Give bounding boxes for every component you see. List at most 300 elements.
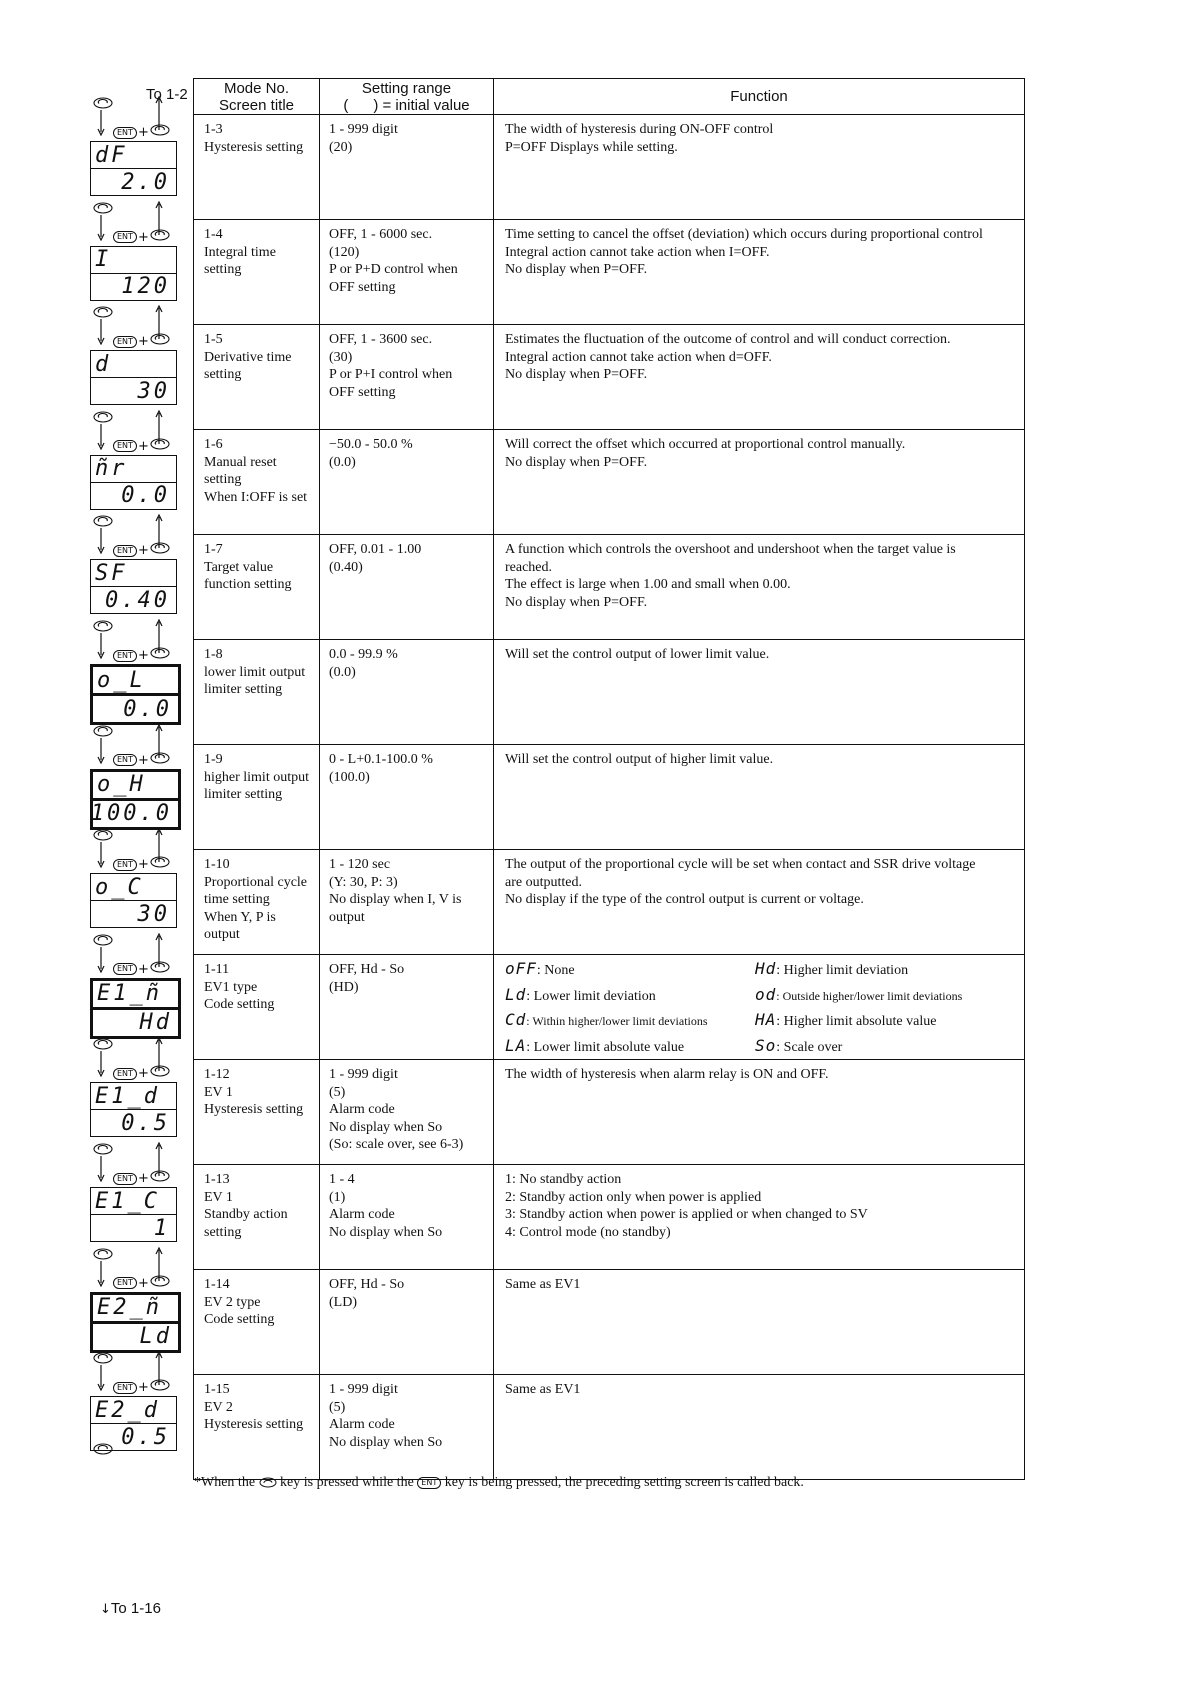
cycle-key-icon bbox=[150, 1171, 170, 1185]
range-cell bbox=[320, 535, 494, 640]
table-header-row bbox=[194, 79, 1025, 115]
ev-type-item bbox=[505, 1037, 755, 1057]
function-cell bbox=[494, 955, 1025, 1060]
lcd-display bbox=[90, 1292, 181, 1353]
lcd-parameter-value: 0.0 bbox=[121, 483, 170, 509]
ev-type-item bbox=[755, 1037, 1018, 1057]
range-cell-line: (5) bbox=[329, 1399, 346, 1415]
cycle-key-icon bbox=[150, 1276, 170, 1290]
lcd-parameter-value: 100.0 bbox=[90, 801, 172, 827]
range-cell-line: (100.0) bbox=[329, 769, 370, 785]
ent-plus-cycle-combo bbox=[113, 1065, 170, 1081]
ent-key-icon: ENT bbox=[113, 127, 137, 139]
plus-sign: + bbox=[137, 334, 149, 350]
down-arrow-icon bbox=[97, 528, 105, 554]
function-cell-line: Estimates the fluctuation of the outcome of control and will conduct correction. bbox=[505, 332, 951, 347]
function-cell bbox=[494, 1375, 1025, 1480]
plus-sign: + bbox=[137, 229, 149, 245]
ent-plus-cycle-combo bbox=[113, 229, 170, 245]
ent-key-icon: ENT bbox=[113, 859, 137, 871]
down-arrow-icon bbox=[97, 424, 105, 450]
lcd-display bbox=[90, 246, 177, 301]
range-cell-line: (120) bbox=[329, 244, 360, 260]
mode-cell-line: 1-4 bbox=[204, 227, 223, 242]
range-cell-line: No display when So bbox=[329, 1119, 443, 1135]
ev-type-description: : Outside higher/lower limit deviations bbox=[776, 988, 963, 1003]
cycle-key-icon bbox=[259, 1477, 277, 1488]
function-cell bbox=[494, 220, 1025, 325]
mode-cell-line: 1-6 bbox=[204, 437, 223, 452]
plus-sign: + bbox=[137, 543, 149, 559]
mode-cell-line: 1-13 bbox=[204, 1172, 230, 1187]
lcd-parameter-code: E1_C bbox=[91, 1188, 176, 1215]
cycle-key-icon bbox=[93, 96, 113, 108]
cycle-key-icon bbox=[93, 1442, 113, 1454]
range-cell-line: (0.40) bbox=[329, 559, 363, 575]
range-cell-line: (30) bbox=[329, 349, 353, 365]
function-cell-line: Same as EV1 bbox=[505, 1277, 581, 1292]
range-cell bbox=[320, 640, 494, 745]
cycle-key-icon bbox=[93, 201, 113, 213]
plus-sign: + bbox=[137, 752, 149, 768]
function-cell bbox=[494, 1060, 1025, 1165]
ev-type-item bbox=[755, 1011, 1018, 1031]
range-cell bbox=[320, 220, 494, 325]
ev-type-item bbox=[505, 986, 755, 1006]
range-cell-line: 1 - 4 bbox=[329, 1172, 355, 1187]
ent-key-icon: ENT bbox=[113, 1382, 137, 1394]
cycle-key-icon bbox=[150, 543, 170, 557]
function-cell-line: No display when P=OFF. bbox=[505, 367, 648, 382]
ev-type-code: Ld bbox=[505, 984, 527, 1004]
lcd-parameter-value: 0.5 bbox=[121, 1424, 170, 1450]
table-row bbox=[194, 325, 1025, 430]
footnote-part1: *When the bbox=[194, 1475, 256, 1490]
range-cell-line: (So: scale over, see 6-3) bbox=[329, 1137, 464, 1152]
to-next-label bbox=[100, 1600, 161, 1617]
display-step bbox=[84, 1142, 190, 1254]
mode-cell-line: Manual reset bbox=[204, 454, 277, 470]
mode-cell-line: 1-8 bbox=[204, 647, 223, 662]
table-row bbox=[194, 1165, 1025, 1270]
ent-plus-cycle-combo bbox=[113, 1170, 170, 1186]
header-function bbox=[494, 79, 1025, 115]
ev-type-description: : Lower limit deviation bbox=[526, 988, 656, 1004]
function-cell-line: No display when P=OFF. bbox=[505, 454, 648, 470]
function-cell-line: The output of the proportional cycle will be set when contact and SSR drive voltage bbox=[505, 857, 976, 872]
mode-cell bbox=[194, 535, 320, 640]
mode-cell-line: Derivative time bbox=[204, 349, 292, 365]
cycle-key-icon bbox=[150, 1066, 170, 1080]
function-cell-line: A function which controls the overshoot and undershoot when the target value is bbox=[505, 542, 956, 557]
mode-cell bbox=[194, 745, 320, 850]
mode-cell-line: setting bbox=[204, 472, 242, 487]
lcd-parameter-value: 0.40 bbox=[105, 587, 170, 613]
cycle-key-icon bbox=[93, 619, 113, 631]
mode-cell-line: setting bbox=[204, 1224, 242, 1240]
cycle-key-icon bbox=[150, 857, 170, 871]
lcd-parameter-code: o_C bbox=[91, 874, 176, 901]
lcd-parameter-code: E2_ñ bbox=[93, 1295, 178, 1324]
range-cell bbox=[320, 1165, 494, 1270]
ev-type-description: : Higher limit absolute value bbox=[776, 1014, 937, 1029]
mode-cell bbox=[194, 1165, 320, 1270]
table-row bbox=[194, 1270, 1025, 1375]
mode-cell bbox=[194, 325, 320, 430]
mode-cell-line: setting bbox=[204, 262, 242, 277]
lcd-parameter-value: 2.0 bbox=[121, 169, 170, 195]
mode-cell-line: lower limit output bbox=[204, 664, 306, 680]
lcd-parameter-code: I bbox=[91, 247, 176, 274]
function-cell-line: No display when P=OFF. bbox=[505, 594, 648, 610]
ent-plus-cycle-combo bbox=[113, 542, 170, 558]
table-row bbox=[194, 115, 1025, 220]
display-step bbox=[84, 1247, 190, 1359]
range-cell-line: (1) bbox=[329, 1189, 346, 1205]
range-cell bbox=[320, 955, 494, 1060]
lcd-parameter-code: ñr bbox=[91, 456, 176, 483]
lcd-parameter-value: Hd bbox=[139, 1010, 172, 1036]
lcd-parameter-value: 0.0 bbox=[123, 696, 172, 722]
ev-type-item bbox=[755, 986, 1018, 1006]
mode-cell-line: When I:OFF is set bbox=[204, 489, 308, 505]
table-row bbox=[194, 535, 1025, 640]
function-cell-line: 4: Control mode (no standby) bbox=[505, 1224, 671, 1240]
function-cell-line: reached. bbox=[505, 559, 553, 575]
range-cell-line: (5) bbox=[329, 1084, 346, 1100]
plus-sign: + bbox=[137, 125, 149, 140]
down-arrow-icon bbox=[97, 842, 105, 868]
range-cell-line: OFF, 0.01 - 1.00 bbox=[329, 542, 422, 557]
ev-type-code: So bbox=[755, 1035, 777, 1055]
table-row bbox=[194, 955, 1025, 1060]
ent-key-icon: ENT bbox=[113, 336, 137, 348]
display-step bbox=[84, 933, 190, 1045]
ev-type-code: Hd bbox=[755, 959, 777, 978]
function-cell-line: Time setting to cancel the offset (deviation) which occurs during proportional control bbox=[505, 227, 983, 242]
mode-cell bbox=[194, 1375, 320, 1480]
function-cell bbox=[494, 430, 1025, 535]
range-cell bbox=[320, 430, 494, 535]
ent-plus-cycle-combo bbox=[113, 647, 170, 663]
mode-cell bbox=[194, 1270, 320, 1375]
function-cell-line: Same as EV1 bbox=[505, 1382, 581, 1397]
mode-cell-line: output bbox=[204, 927, 240, 942]
mode-cell-line: 1-11 bbox=[204, 962, 230, 977]
mode-cell-line: When Y, P is bbox=[204, 909, 276, 925]
mode-cell bbox=[194, 850, 320, 955]
display-step bbox=[84, 305, 190, 417]
navigation-column bbox=[84, 80, 190, 1640]
range-cell-line: No display when So bbox=[329, 1224, 443, 1240]
mode-cell bbox=[194, 430, 320, 535]
plus-sign: + bbox=[137, 857, 149, 873]
cycle-key-icon bbox=[93, 410, 113, 422]
display-step bbox=[84, 201, 190, 313]
ev-type-code: Cd bbox=[505, 1010, 527, 1029]
lcd-display bbox=[90, 664, 181, 725]
ent-plus-cycle-combo bbox=[113, 856, 170, 872]
range-cell-line: 0 - L+0.1-100.0 % bbox=[329, 752, 433, 767]
ev-type-code: LA bbox=[505, 1035, 527, 1055]
footnote bbox=[194, 1475, 804, 1491]
lcd-parameter-code: dF bbox=[91, 142, 176, 169]
mode-cell-line: Code setting bbox=[204, 997, 275, 1012]
ent-plus-cycle-combo bbox=[113, 333, 170, 349]
lcd-parameter-code: o_L bbox=[93, 667, 178, 696]
cycle-key-icon bbox=[93, 1037, 113, 1049]
plus-sign: + bbox=[137, 1066, 149, 1082]
ent-key-icon: ENT bbox=[113, 440, 137, 452]
cycle-key-icon bbox=[150, 230, 170, 244]
range-cell-line: OFF, Hd - So bbox=[329, 1277, 405, 1292]
down-arrow-icon bbox=[97, 215, 105, 241]
mode-cell bbox=[194, 220, 320, 325]
function-cell bbox=[494, 1270, 1025, 1375]
mode-cell-line: EV 2 bbox=[204, 1399, 233, 1415]
cycle-key-icon bbox=[93, 1142, 113, 1154]
down-arrow-icon bbox=[97, 947, 105, 973]
lcd-display bbox=[90, 350, 177, 405]
header-mode bbox=[194, 79, 320, 115]
display-step bbox=[84, 96, 190, 208]
down-arrow-icon bbox=[97, 1156, 105, 1182]
function-cell-line: The width of hysteresis during ON-OFF control bbox=[505, 122, 774, 137]
function-cell-line: Integral action cannot take action when I=OFF. bbox=[505, 244, 770, 260]
ev-type-description: : None bbox=[536, 963, 575, 978]
lcd-parameter-code: E2_d bbox=[91, 1397, 176, 1424]
mode-cell-line: 1-5 bbox=[204, 332, 223, 347]
ev-type-code: od bbox=[755, 984, 777, 1004]
range-cell bbox=[320, 1060, 494, 1165]
cycle-key-icon bbox=[150, 648, 170, 662]
ev-type-description: : Higher limit deviation bbox=[776, 963, 909, 978]
cycle-key-icon bbox=[150, 962, 170, 976]
function-cell-line: 1: No standby action bbox=[505, 1172, 622, 1187]
mode-cell-line: Proportional cycle bbox=[204, 874, 308, 890]
lcd-display bbox=[90, 873, 177, 928]
mode-cell bbox=[194, 1060, 320, 1165]
table-row bbox=[194, 430, 1025, 535]
range-cell bbox=[320, 115, 494, 220]
mode-cell-line: EV 1 bbox=[204, 1084, 233, 1100]
ent-key-icon: ENT bbox=[113, 754, 137, 766]
lcd-parameter-value: 0.5 bbox=[121, 1110, 170, 1136]
mode-cell-line: Hysteresis setting bbox=[204, 1102, 304, 1117]
cycle-key-icon bbox=[93, 933, 113, 945]
range-cell-line: P or P+I control when bbox=[329, 367, 453, 382]
lcd-display bbox=[90, 455, 177, 510]
cycle-key-icon bbox=[150, 125, 170, 139]
range-cell-line: OFF setting bbox=[329, 384, 396, 400]
display-step bbox=[84, 1037, 190, 1149]
header-range-line1: Setting range bbox=[361, 79, 452, 97]
lcd-parameter-value: 120 bbox=[121, 274, 170, 300]
mode-cell bbox=[194, 640, 320, 745]
cycle-key-icon bbox=[150, 753, 170, 767]
ent-plus-cycle-combo bbox=[113, 438, 170, 454]
ent-key-icon: ENT bbox=[417, 1477, 441, 1489]
down-arrow-icon bbox=[97, 633, 105, 659]
range-cell-line: Alarm code bbox=[329, 1417, 395, 1432]
lcd-parameter-code: E1_d bbox=[91, 1083, 176, 1110]
display-step bbox=[84, 619, 190, 731]
table-row bbox=[194, 745, 1025, 850]
down-arrow-icon: ↓ bbox=[100, 1602, 111, 1617]
range-cell-line: No display when I, V is bbox=[329, 892, 462, 907]
ev-type-list bbox=[505, 960, 1018, 1056]
function-cell bbox=[494, 1165, 1025, 1270]
range-cell-line: (HD) bbox=[329, 979, 359, 995]
parameter-table bbox=[193, 78, 1025, 1480]
display-step bbox=[84, 724, 190, 836]
function-cell-line: Will set the control output of lower limit value. bbox=[505, 647, 770, 662]
range-cell-line: output bbox=[329, 909, 365, 925]
table-row bbox=[194, 1060, 1025, 1165]
mode-cell-line: Code setting bbox=[204, 1312, 275, 1327]
ent-plus-cycle-combo bbox=[113, 1275, 170, 1291]
mode-cell-line: Standby action bbox=[204, 1207, 288, 1222]
function-cell-line: P=OFF Displays while setting. bbox=[505, 139, 678, 155]
range-cell bbox=[320, 1375, 494, 1480]
footnote-part3: key is being pressed, the preceding setting screen is called back. bbox=[444, 1475, 804, 1490]
down-arrow-icon bbox=[97, 110, 105, 136]
cycle-key-icon bbox=[93, 828, 113, 840]
mode-cell-line: time setting bbox=[204, 892, 270, 907]
range-cell-line: (LD) bbox=[329, 1294, 357, 1310]
header-range-line2: ( ) = initial value bbox=[343, 96, 470, 114]
ent-plus-cycle-combo bbox=[113, 1379, 170, 1395]
mode-cell-line: limiter setting bbox=[204, 682, 283, 697]
display-step bbox=[84, 514, 190, 626]
ent-key-icon: ENT bbox=[113, 650, 137, 662]
plus-sign: + bbox=[137, 1275, 149, 1291]
ent-key-icon: ENT bbox=[113, 1277, 137, 1289]
lcd-display bbox=[90, 559, 177, 614]
mode-cell-line: 1-10 bbox=[204, 857, 230, 872]
function-cell-line: 3: Standby action when power is applied or when changed to SV bbox=[505, 1207, 868, 1222]
lcd-parameter-code: E1_ñ bbox=[93, 981, 178, 1010]
mode-cell-line: EV 1 bbox=[204, 1189, 233, 1205]
ev-type-code: HA bbox=[755, 1010, 777, 1029]
ent-key-icon: ENT bbox=[113, 545, 137, 557]
mode-cell-line: 1-15 bbox=[204, 1382, 230, 1397]
function-cell-line: are outputted. bbox=[505, 874, 582, 890]
range-cell-line: (0.0) bbox=[329, 454, 356, 470]
lcd-parameter-value: Ld bbox=[139, 1324, 172, 1350]
range-cell-line: 1 - 999 digit bbox=[329, 122, 398, 137]
lcd-display bbox=[90, 1187, 177, 1242]
lcd-parameter-value: 30 bbox=[137, 901, 170, 927]
mode-cell-line: function setting bbox=[204, 577, 292, 592]
ev-type-description: : Scale over bbox=[776, 1039, 843, 1055]
ev-type-item bbox=[505, 1011, 755, 1031]
range-cell-line: 1 - 999 digit bbox=[329, 1382, 398, 1397]
range-cell-line: 1 - 999 digit bbox=[329, 1067, 398, 1082]
function-cell bbox=[494, 325, 1025, 430]
table-row bbox=[194, 220, 1025, 325]
down-arrow-icon bbox=[97, 1365, 105, 1391]
range-cell-line: No display when So bbox=[329, 1434, 443, 1450]
function-cell bbox=[494, 115, 1025, 220]
cycle-key-icon bbox=[93, 724, 113, 736]
ent-plus-cycle-combo bbox=[113, 124, 170, 140]
down-arrow-icon bbox=[97, 319, 105, 345]
range-cell bbox=[320, 325, 494, 430]
function-cell-line: 2: Standby action only when power is applied bbox=[505, 1189, 762, 1205]
lcd-parameter-value: 1 bbox=[153, 1215, 170, 1241]
function-cell bbox=[494, 850, 1025, 955]
cycle-key-icon bbox=[150, 439, 170, 453]
cycle-key-icon bbox=[93, 514, 113, 526]
mode-cell-line: limiter setting bbox=[204, 787, 283, 802]
ev-type-code: oFF bbox=[505, 959, 537, 978]
function-cell bbox=[494, 535, 1025, 640]
ent-plus-cycle-combo bbox=[113, 752, 170, 768]
cycle-key-icon bbox=[150, 334, 170, 348]
range-cell-line: 1 - 120 sec bbox=[329, 857, 391, 872]
lcd-parameter-code: SF bbox=[91, 560, 176, 587]
cycle-key-icon bbox=[150, 1380, 170, 1394]
ev-type-description: : Lower limit absolute value bbox=[526, 1039, 685, 1055]
mode-cell-line: 1-3 bbox=[204, 122, 223, 137]
mode-cell bbox=[194, 955, 320, 1060]
range-cell-line: OFF, Hd - So bbox=[329, 962, 405, 977]
lcd-display bbox=[90, 1082, 177, 1137]
mode-cell-line: setting bbox=[204, 367, 242, 382]
function-cell-line: No display if the type of the control output is current or voltage. bbox=[505, 892, 864, 907]
mode-cell-line: 1-7 bbox=[204, 542, 223, 557]
down-arrow-icon bbox=[97, 738, 105, 764]
plus-sign: + bbox=[137, 961, 149, 977]
header-range bbox=[320, 79, 494, 115]
header-function-text: Function bbox=[730, 88, 788, 105]
down-arrow-icon bbox=[97, 1261, 105, 1287]
mode-cell-line: 1-14 bbox=[204, 1277, 230, 1292]
mode-cell-line: Integral time bbox=[204, 244, 276, 260]
mode-cell-line: EV 2 type bbox=[204, 1294, 261, 1310]
function-cell bbox=[494, 640, 1025, 745]
function-cell bbox=[494, 745, 1025, 850]
mode-cell-line: Hysteresis setting bbox=[204, 139, 304, 155]
mode-cell-line: 1-9 bbox=[204, 752, 223, 767]
mode-cell-line: Target value bbox=[204, 559, 274, 575]
range-cell-line: Alarm code bbox=[329, 1102, 395, 1117]
range-cell-line: OFF setting bbox=[329, 279, 396, 295]
header-mode-line2: Screen title bbox=[218, 96, 295, 114]
plus-sign: + bbox=[137, 1171, 149, 1186]
range-cell bbox=[320, 850, 494, 955]
range-cell-line: Alarm code bbox=[329, 1207, 395, 1222]
function-cell-line: The effect is large when 1.00 and small when 0.00. bbox=[505, 577, 791, 592]
ent-key-icon: ENT bbox=[113, 963, 137, 975]
range-cell-line: (0.0) bbox=[329, 664, 356, 680]
cycle-key-icon bbox=[93, 305, 113, 317]
ev-type-description: : Within higher/lower limit deviations bbox=[526, 1014, 708, 1028]
lcd-parameter-value: 30 bbox=[137, 378, 170, 404]
ent-key-icon: ENT bbox=[113, 1068, 137, 1080]
function-cell-line: Will correct the offset which occurred at proportional control manually. bbox=[505, 437, 906, 452]
range-cell-line: −50.0 - 50.0 % bbox=[329, 437, 413, 452]
table-row bbox=[194, 1375, 1025, 1480]
mode-cell-line: higher limit output bbox=[204, 769, 309, 785]
lcd-parameter-code: d bbox=[91, 351, 176, 378]
cycle-key-icon bbox=[93, 1247, 113, 1259]
cycle-key-icon bbox=[93, 1351, 113, 1363]
function-cell-line: Will set the control output of higher limit value. bbox=[505, 752, 774, 767]
mode-cell-line: EV1 type bbox=[204, 979, 258, 995]
lcd-parameter-code: o_H bbox=[93, 772, 178, 801]
